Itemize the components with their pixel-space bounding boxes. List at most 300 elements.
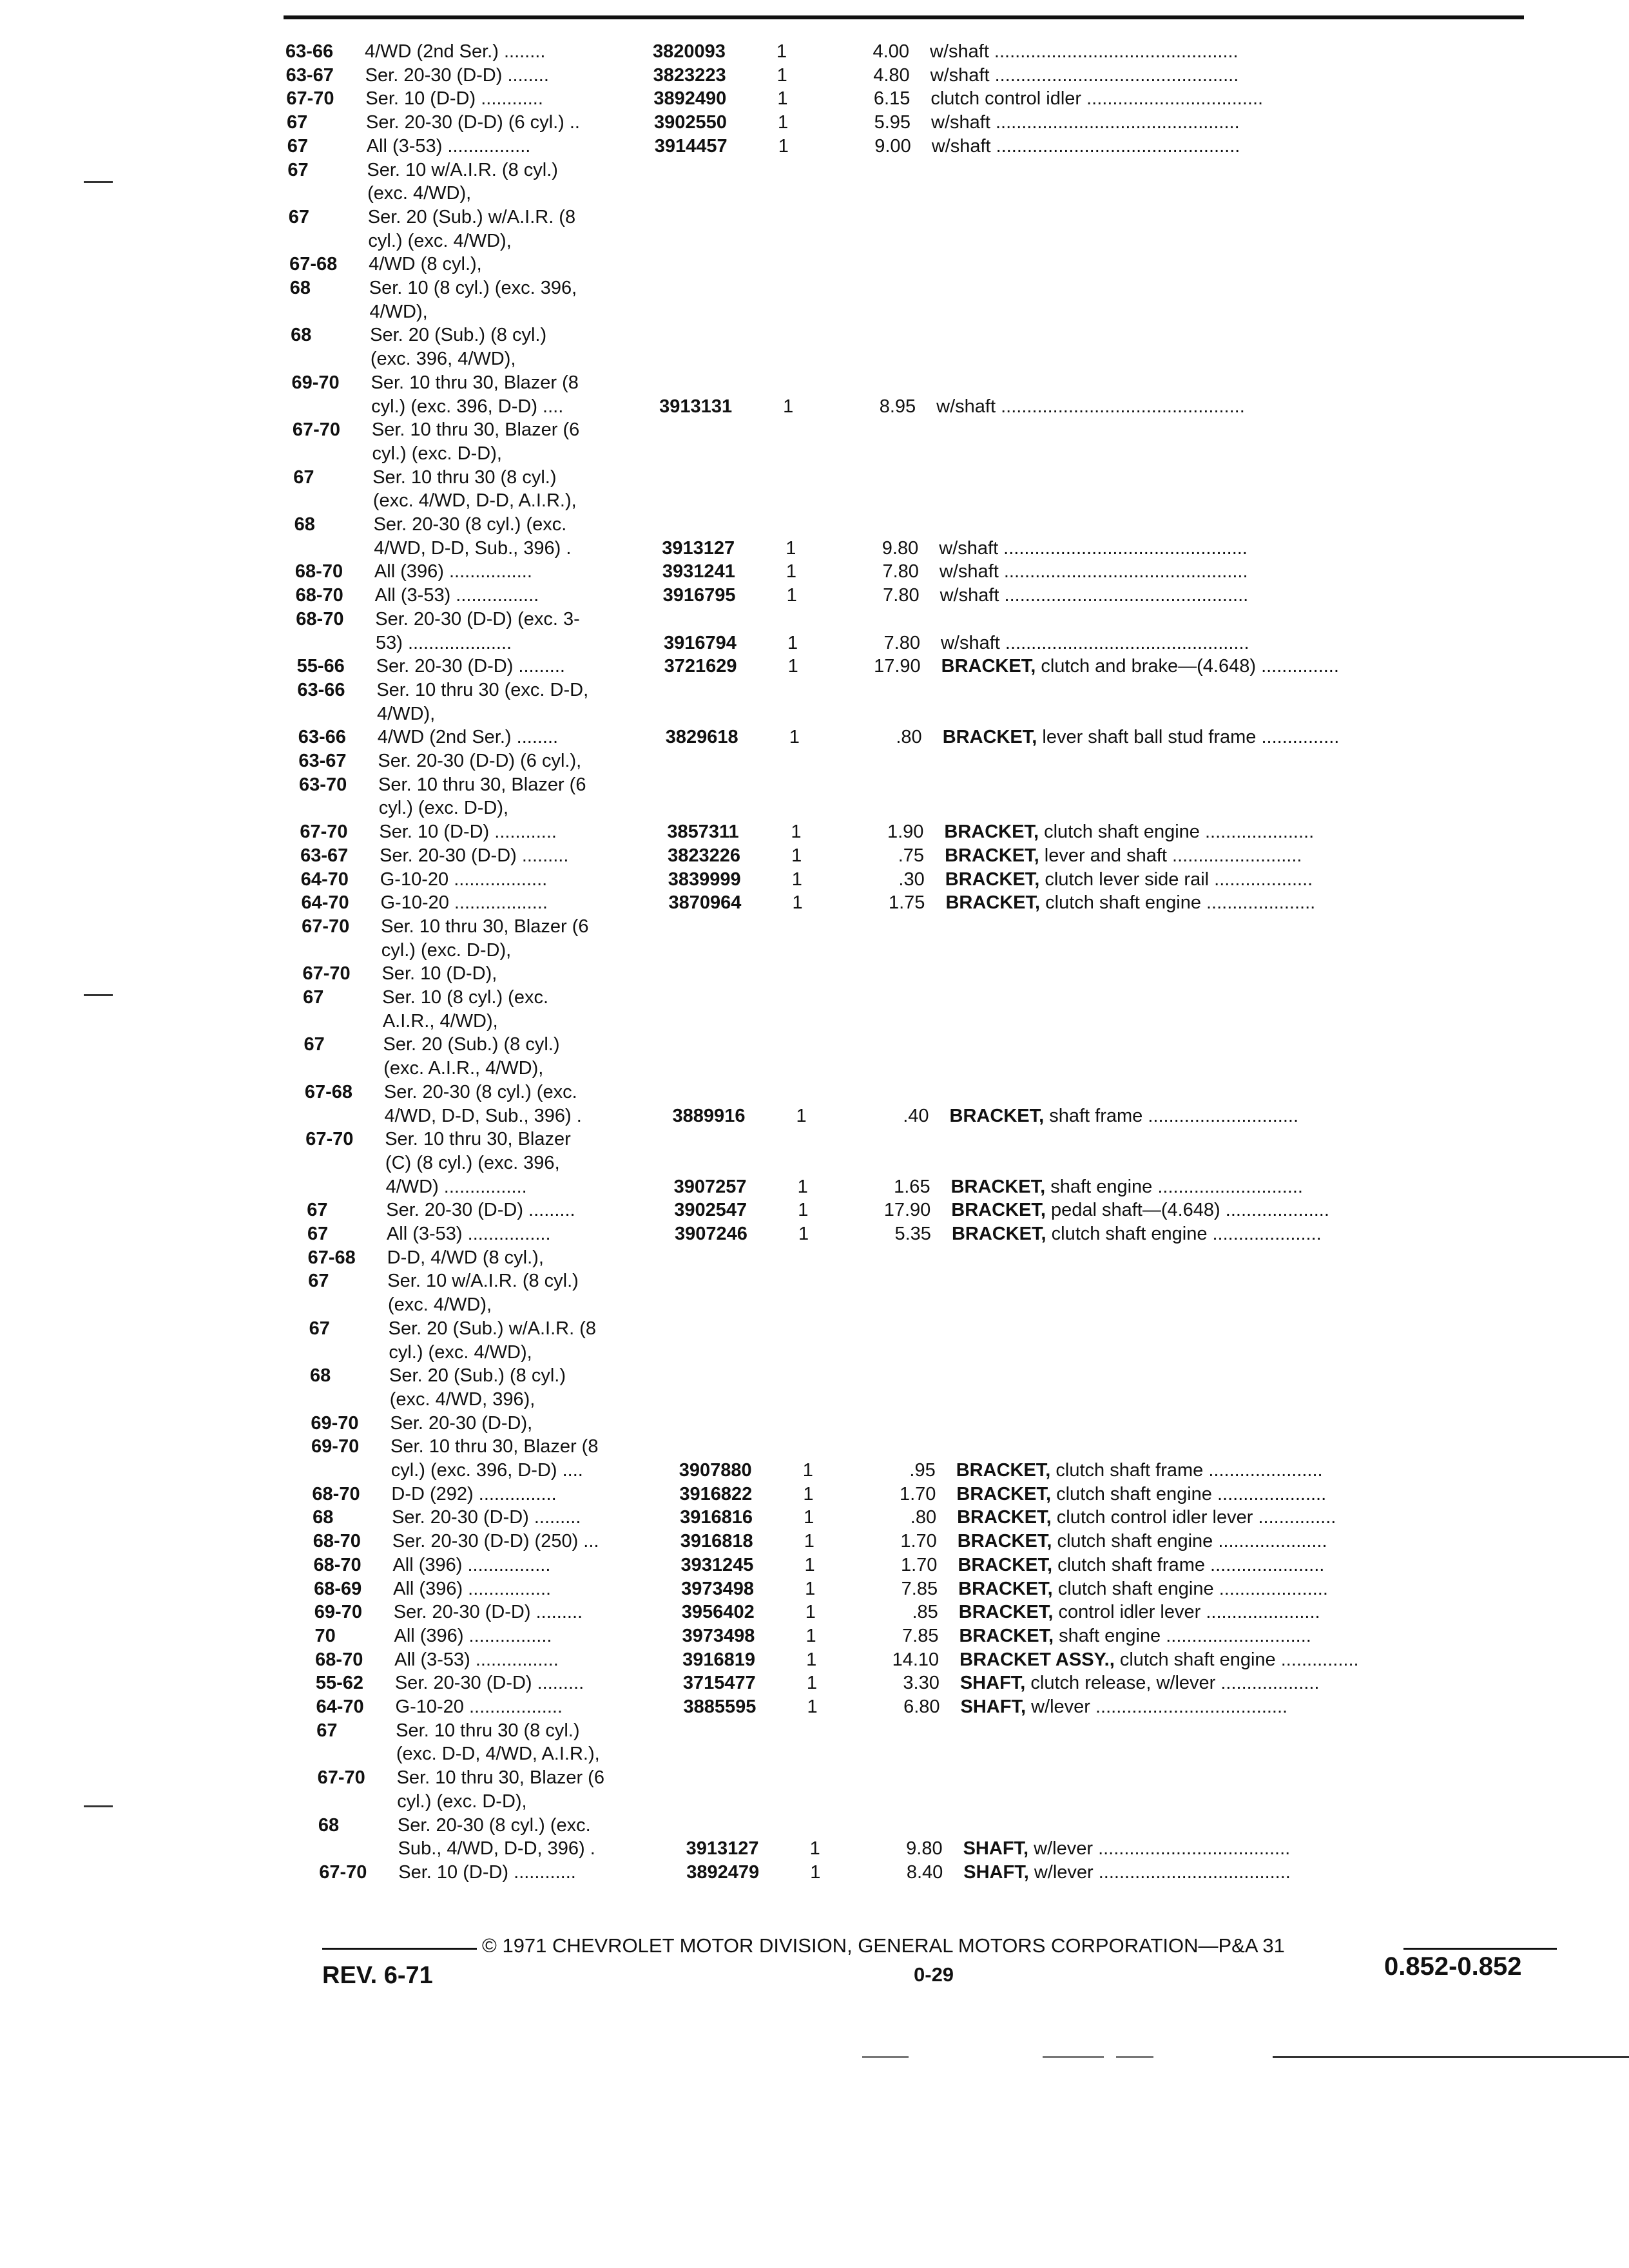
description-cell bbox=[963, 1861, 1291, 1884]
table-row bbox=[313, 1506, 1601, 1529]
table-row bbox=[301, 891, 1590, 914]
part-number-cell: 3916819 bbox=[682, 1649, 756, 1670]
description-cell bbox=[961, 1695, 1288, 1718]
table-row bbox=[293, 418, 1581, 441]
price-cell: 9.00 bbox=[874, 135, 911, 157]
year-cell: 67-70 bbox=[305, 1129, 354, 1150]
year-cell: 63-66 bbox=[285, 41, 334, 62]
part-number-cell: 3823223 bbox=[653, 64, 726, 86]
description-text: clutch shaft engine ..................... bbox=[1052, 1531, 1327, 1552]
part-number-cell: 3913131 bbox=[659, 396, 733, 417]
model-cell: Ser. 20-30 (D-D) (6 cyl.), bbox=[378, 751, 582, 771]
table-row bbox=[318, 1766, 1606, 1789]
description-cell bbox=[930, 64, 1239, 87]
model-cell: Ser. 10 thru 30 (exc. D-D, bbox=[376, 679, 589, 700]
model-cell: Ser. 20 (Sub.) w/A.I.R. (8 bbox=[367, 206, 576, 227]
table-row bbox=[291, 323, 1579, 347]
part-number-cell: 3857311 bbox=[667, 822, 739, 843]
table-row bbox=[303, 986, 1592, 1009]
model-cell: Ser. 10 (8 cyl.) (exc. 396, bbox=[369, 278, 577, 298]
table-row bbox=[311, 1412, 1599, 1435]
model-cell: 4/WD), bbox=[377, 703, 436, 724]
description-text: clutch control idler lever ............... bbox=[1051, 1507, 1336, 1528]
quantity-cell: 1 bbox=[783, 396, 794, 417]
part-number-cell: 3913127 bbox=[686, 1838, 759, 1860]
table-row bbox=[297, 678, 1586, 702]
model-cell: D-D (292) ............... bbox=[391, 1483, 557, 1504]
quantity-cell: 1 bbox=[777, 88, 788, 110]
table-row bbox=[318, 1814, 1607, 1837]
year-cell: 67-68 bbox=[304, 1081, 353, 1102]
description-keyword: BRACKET, bbox=[958, 1602, 1054, 1623]
model-cell: Ser. 20 (Sub.) (8 cyl.) bbox=[370, 325, 547, 346]
part-number-cell: 3839999 bbox=[668, 869, 741, 890]
year-cell: 67-70 bbox=[302, 963, 351, 985]
table-row bbox=[312, 1483, 1601, 1506]
table-row bbox=[296, 631, 1585, 655]
table-row bbox=[304, 1010, 1592, 1033]
model-cell: cyl.) (exc. 396, D-D) .... bbox=[371, 396, 564, 417]
description-cell bbox=[945, 868, 1313, 891]
model-cell: G-10-20 .................. bbox=[395, 1696, 563, 1717]
table-row bbox=[287, 159, 1576, 182]
price-cell: 1.70 bbox=[900, 1554, 938, 1575]
price-cell: 7.80 bbox=[883, 632, 920, 653]
quantity-cell: 1 bbox=[806, 1649, 817, 1670]
price-cell: 7.80 bbox=[883, 585, 920, 606]
quantity-cell: 1 bbox=[776, 41, 787, 62]
description-keyword: BRACKET, bbox=[958, 1578, 1053, 1599]
model-cell: G-10-20 .................. bbox=[380, 869, 548, 890]
quantity-cell: 1 bbox=[796, 1105, 807, 1126]
model-cell: Ser. 10 (D-D) ............ bbox=[365, 88, 543, 110]
year-cell: 68-70 bbox=[296, 608, 344, 629]
description-cell bbox=[940, 560, 1248, 583]
quantity-cell: 1 bbox=[798, 1224, 809, 1244]
part-number-cell: 3916794 bbox=[663, 632, 737, 653]
quantity-cell: 1 bbox=[786, 561, 797, 582]
description-text: clutch shaft engine ..................... bbox=[1046, 1224, 1322, 1244]
description-text: lever shaft ball stud frame ............... bbox=[1037, 727, 1340, 748]
description-text: w/lever ..................................... bbox=[1028, 1838, 1291, 1860]
model-cell: Ser. 20 (Sub.) (8 cyl.) bbox=[383, 1034, 560, 1055]
table-row bbox=[305, 1104, 1594, 1128]
part-number-cell: 3916816 bbox=[680, 1507, 753, 1528]
model-cell: All (3-53) ................ bbox=[394, 1649, 559, 1670]
model-cell: Ser. 10 (D-D), bbox=[381, 963, 497, 985]
model-cell: 4/WD (2nd Ser.) ........ bbox=[377, 727, 559, 748]
year-cell: 67 bbox=[293, 466, 314, 488]
part-number-cell: 3913127 bbox=[662, 537, 735, 559]
table-row bbox=[310, 1364, 1599, 1387]
page-code: 0.852-0.852 bbox=[1384, 1952, 1522, 1981]
year-cell: 67-70 bbox=[302, 916, 350, 937]
year-cell: 63-67 bbox=[298, 751, 347, 771]
model-cell: Ser. 10 thru 30, Blazer (6 bbox=[381, 916, 589, 937]
model-cell: Ser. 10 thru 30, Blazer bbox=[385, 1129, 571, 1150]
year-cell: 67-70 bbox=[292, 419, 341, 441]
year-cell: 64-70 bbox=[316, 1696, 364, 1717]
model-cell: 4/WD (8 cyl.), bbox=[369, 254, 482, 275]
description-keyword: BRACKET, bbox=[950, 1176, 1046, 1197]
footer-copyright: © 1971 CHEVROLET MOTOR DIVISION, GENERAL MOTORS CORPORATION—P&A 31 bbox=[482, 1934, 1285, 1957]
year-cell: 68-70 bbox=[315, 1649, 363, 1670]
description-keyword: BRACKET, bbox=[951, 1200, 1046, 1221]
quantity-cell: 1 bbox=[776, 64, 787, 86]
year-cell: 68-70 bbox=[313, 1531, 361, 1552]
description-text: clutch release, w/lever ................... bbox=[1025, 1673, 1320, 1694]
footer-rule-right bbox=[1403, 1948, 1557, 1950]
table-row bbox=[285, 40, 1574, 63]
year-cell: 67 bbox=[287, 159, 309, 180]
year-cell: 55-62 bbox=[315, 1673, 364, 1694]
table-row bbox=[287, 111, 1576, 134]
price-cell: .40 bbox=[903, 1105, 929, 1126]
model-cell: Ser. 20-30 (D-D) (250) ... bbox=[392, 1531, 599, 1552]
description-cell bbox=[941, 631, 1249, 655]
year-cell: 63-66 bbox=[298, 727, 346, 748]
year-cell: 68 bbox=[313, 1507, 334, 1528]
price-cell: .95 bbox=[909, 1460, 936, 1481]
description-text: shaft engine ............................ bbox=[1054, 1625, 1311, 1646]
table-row bbox=[302, 939, 1591, 962]
description-cell bbox=[958, 1553, 1324, 1577]
description-cell bbox=[956, 1459, 1323, 1482]
description-cell bbox=[959, 1648, 1358, 1671]
model-cell: All (3-53) ................ bbox=[366, 135, 531, 157]
quantity-cell: 1 bbox=[809, 1838, 820, 1860]
model-cell: Ser. 20-30 (D-D), bbox=[390, 1412, 533, 1434]
description-text: control idler lever ...................... bbox=[1053, 1602, 1320, 1623]
description-keyword: BRACKET, bbox=[942, 727, 1037, 748]
model-cell: 4/WD), bbox=[369, 301, 428, 322]
table-row bbox=[289, 253, 1578, 276]
table-row bbox=[289, 229, 1577, 253]
year-cell: 63-67 bbox=[285, 64, 334, 86]
year-cell: 67-70 bbox=[319, 1861, 367, 1883]
model-cell: Ser. 20-30 (8 cyl.) (exc. bbox=[383, 1081, 577, 1102]
description-text: clutch shaft engine ..................... bbox=[1039, 822, 1315, 843]
description-keyword: SHAFT, bbox=[963, 1838, 1029, 1860]
margin-tick bbox=[84, 994, 113, 996]
year-cell: 68 bbox=[294, 514, 315, 535]
price-cell: 6.15 bbox=[873, 88, 911, 110]
part-number-cell: 3956402 bbox=[681, 1602, 755, 1623]
description-text: clutch lever side rail ................... bbox=[1039, 869, 1313, 890]
price-cell: 17.90 bbox=[874, 656, 921, 677]
model-cell: (exc. 4/WD), bbox=[367, 183, 472, 204]
table-row bbox=[292, 371, 1581, 394]
description-keyword: BRACKET, bbox=[956, 1460, 1051, 1481]
quantity-cell: 1 bbox=[778, 135, 789, 157]
model-cell: Ser. 20-30 (8 cyl.) (exc. bbox=[397, 1814, 591, 1836]
year-cell: 68 bbox=[289, 278, 311, 298]
description-text: clutch control idler .................................. bbox=[930, 88, 1264, 110]
year-cell: 69-70 bbox=[314, 1602, 362, 1623]
table-row bbox=[307, 1175, 1595, 1198]
table-row bbox=[309, 1293, 1597, 1316]
year-cell: 67 bbox=[287, 112, 308, 133]
table-row bbox=[311, 1388, 1599, 1411]
table-row bbox=[298, 702, 1586, 726]
model-cell: D-D, 4/WD (8 cyl.), bbox=[387, 1247, 544, 1268]
description-keyword: BRACKET, bbox=[951, 1224, 1046, 1244]
table-row bbox=[295, 560, 1584, 583]
model-cell: G-10-20 .................. bbox=[380, 892, 548, 914]
model-cell: Ser. 10 thru 30, Blazer (6 bbox=[371, 419, 580, 441]
description-cell bbox=[945, 844, 1302, 867]
year-cell: 67 bbox=[304, 1034, 325, 1055]
price-cell: 1.70 bbox=[900, 1531, 937, 1552]
table-row bbox=[286, 64, 1575, 87]
year-cell: 67 bbox=[288, 206, 310, 227]
part-number-cell: 3829618 bbox=[665, 727, 738, 748]
quantity-cell: 1 bbox=[791, 869, 802, 890]
year-cell: 67-70 bbox=[286, 88, 334, 110]
table-row bbox=[300, 796, 1588, 820]
quantity-cell: 1 bbox=[807, 1696, 818, 1717]
description-cell bbox=[940, 584, 1249, 607]
table-row bbox=[307, 1198, 1595, 1222]
description-cell bbox=[952, 1222, 1322, 1245]
table-row bbox=[294, 537, 1583, 560]
price-cell: 8.95 bbox=[879, 396, 916, 417]
table-row bbox=[313, 1530, 1602, 1553]
model-cell: All (396) ................ bbox=[393, 1578, 552, 1599]
table-row bbox=[302, 915, 1590, 938]
price-cell: 14.10 bbox=[892, 1649, 940, 1670]
table-row bbox=[300, 820, 1588, 843]
model-cell: cyl.) (exc. 396, D-D) .... bbox=[390, 1460, 583, 1481]
year-cell: 67-68 bbox=[307, 1247, 356, 1268]
part-number-cell: 3907257 bbox=[673, 1176, 747, 1197]
description-cell bbox=[951, 1198, 1329, 1222]
year-cell: 63-66 bbox=[297, 679, 345, 700]
quantity-cell: 1 bbox=[787, 632, 798, 653]
year-cell: 67 bbox=[307, 1200, 328, 1221]
model-cell: A.I.R., 4/WD), bbox=[382, 1010, 498, 1032]
price-cell: 7.80 bbox=[882, 561, 919, 582]
description-text: w/lever ..................................... bbox=[1028, 1861, 1291, 1883]
top-rule bbox=[284, 15, 1524, 19]
table-row bbox=[317, 1742, 1606, 1765]
table-row bbox=[314, 1600, 1603, 1624]
table-row bbox=[308, 1246, 1597, 1269]
description-text: w/shaft ............................................... bbox=[930, 41, 1239, 62]
price-cell: .75 bbox=[898, 845, 925, 866]
year-cell: 67-70 bbox=[300, 822, 348, 843]
model-cell: 4/WD) ................ bbox=[385, 1176, 527, 1197]
model-cell: All (396) ................ bbox=[374, 561, 532, 582]
description-keyword: BRACKET, bbox=[945, 845, 1039, 866]
table-row bbox=[308, 1269, 1597, 1293]
quantity-cell: 1 bbox=[805, 1625, 816, 1646]
quantity-cell: 1 bbox=[806, 1673, 817, 1694]
price-cell: .80 bbox=[896, 727, 922, 748]
model-cell: Ser. 20-30 (D-D) ......... bbox=[392, 1507, 581, 1528]
description-keyword: BRACKET, bbox=[958, 1554, 1053, 1575]
description-text: shaft frame ............................. bbox=[1044, 1105, 1298, 1126]
quantity-cell: 1 bbox=[789, 727, 800, 748]
part-number-cell: 3931241 bbox=[662, 561, 735, 582]
model-cell: (exc. 4/WD, 396), bbox=[389, 1389, 535, 1410]
model-cell: Ser. 20-30 (D-D) ......... bbox=[380, 845, 569, 866]
part-number-cell: 3892490 bbox=[653, 88, 727, 110]
quantity-cell: 1 bbox=[810, 1861, 821, 1883]
part-number-cell: 3892479 bbox=[686, 1861, 760, 1883]
table-row bbox=[319, 1861, 1608, 1884]
description-text: clutch shaft engine ..................... bbox=[1051, 1483, 1327, 1504]
model-cell: cyl.) (exc. 4/WD), bbox=[389, 1341, 532, 1363]
part-number-cell: 3916818 bbox=[680, 1531, 753, 1552]
table-row bbox=[294, 489, 1583, 512]
quantity-cell: 1 bbox=[791, 845, 802, 866]
table-row bbox=[304, 1057, 1593, 1080]
description-keyword: BRACKET, bbox=[945, 892, 1041, 914]
description-text: clutch and brake—(4.648) ............... bbox=[1036, 656, 1339, 677]
model-cell: All (3-53) ................ bbox=[386, 1224, 551, 1244]
margin-tick bbox=[84, 1805, 113, 1807]
table-row bbox=[315, 1648, 1604, 1671]
scan-mark bbox=[1116, 2056, 1153, 2058]
model-cell: Ser. 20-30 (8 cyl.) (exc. bbox=[373, 514, 567, 535]
table-row bbox=[288, 182, 1577, 205]
year-cell: 69-70 bbox=[311, 1436, 360, 1457]
table-row bbox=[309, 1341, 1598, 1364]
model-cell: (exc. 4/WD, D-D, A.I.R.), bbox=[372, 490, 577, 512]
model-cell: (exc. 4/WD), bbox=[387, 1294, 492, 1316]
year-cell: 68-70 bbox=[313, 1554, 361, 1575]
table-row bbox=[293, 442, 1582, 465]
year-cell: 67-70 bbox=[317, 1767, 365, 1789]
table-row bbox=[287, 135, 1576, 158]
description-text: clutch shaft engine ..................... bbox=[1052, 1578, 1328, 1599]
description-text: lever and shaft ......................... bbox=[1039, 845, 1302, 866]
model-cell: Ser. 20-30 (D-D) ......... bbox=[376, 656, 565, 677]
description-text: w/shaft ............................................... bbox=[931, 112, 1240, 133]
price-cell: 9.80 bbox=[882, 537, 919, 559]
description-keyword: BRACKET, bbox=[956, 1483, 1052, 1504]
year-cell: 63-67 bbox=[300, 845, 349, 866]
part-number-cell: 3973498 bbox=[682, 1625, 755, 1646]
table-row bbox=[300, 844, 1589, 867]
description-keyword: BRACKET, bbox=[957, 1507, 1052, 1528]
price-cell: .85 bbox=[912, 1602, 938, 1623]
part-number-cell: 3931245 bbox=[680, 1554, 754, 1575]
model-cell: Ser. 20 (Sub.) w/A.I.R. (8 bbox=[388, 1318, 596, 1339]
year-cell: 68-70 bbox=[295, 585, 343, 606]
quantity-cell: 1 bbox=[804, 1554, 815, 1575]
price-cell: 4.00 bbox=[872, 41, 909, 62]
description-keyword: BRACKET ASSY., bbox=[959, 1649, 1115, 1670]
description-cell bbox=[950, 1104, 1298, 1128]
page-number: 0-29 bbox=[914, 1963, 954, 1986]
part-number-cell: 3721629 bbox=[664, 656, 737, 677]
model-cell: (exc. A.I.R., 4/WD), bbox=[383, 1058, 544, 1079]
year-cell: 69-70 bbox=[291, 372, 340, 393]
year-cell: 68 bbox=[318, 1814, 340, 1836]
description-text: w/shaft ............................................... bbox=[936, 396, 1245, 417]
model-cell: cyl.) (exc. D-D), bbox=[372, 443, 502, 464]
price-cell: 7.85 bbox=[902, 1625, 939, 1646]
price-cell: 1.70 bbox=[899, 1483, 936, 1504]
description-cell bbox=[932, 135, 1240, 158]
table-row bbox=[305, 1128, 1594, 1151]
year-cell: 64-70 bbox=[301, 892, 349, 914]
table-row bbox=[290, 300, 1579, 323]
model-cell: (exc. 396, 4/WD), bbox=[370, 349, 516, 370]
description-cell bbox=[959, 1624, 1311, 1648]
year-cell: 55-66 bbox=[296, 656, 345, 677]
model-cell: Ser. 20-30 (D-D) ......... bbox=[393, 1602, 583, 1623]
table-row bbox=[316, 1695, 1605, 1718]
description-keyword: SHAFT, bbox=[963, 1861, 1029, 1883]
scan-mark bbox=[862, 2056, 909, 2058]
quantity-cell: 1 bbox=[792, 892, 803, 914]
description-keyword: SHAFT, bbox=[959, 1673, 1026, 1694]
model-cell: Ser. 10 thru 30 (8 cyl.) bbox=[396, 1720, 580, 1741]
model-cell: Ser. 20-30 (D-D) (6 cyl.) .. bbox=[366, 112, 580, 133]
part-number-cell: 3907880 bbox=[679, 1460, 752, 1481]
description-cell bbox=[956, 1483, 1326, 1506]
price-cell: 6.80 bbox=[903, 1696, 940, 1717]
description-keyword: BRACKET, bbox=[959, 1625, 1054, 1646]
model-cell: All (396) ................ bbox=[392, 1554, 551, 1575]
description-cell bbox=[959, 1600, 1320, 1624]
quantity-cell: 1 bbox=[804, 1531, 815, 1552]
price-cell: .80 bbox=[910, 1507, 937, 1528]
price-cell: 17.90 bbox=[883, 1200, 931, 1221]
description-text: w/shaft ............................................... bbox=[930, 64, 1239, 86]
year-cell: 69-70 bbox=[311, 1412, 359, 1434]
part-number-cell: 3902547 bbox=[674, 1200, 747, 1221]
quantity-cell: 1 bbox=[786, 585, 797, 606]
description-keyword: BRACKET, bbox=[949, 1105, 1045, 1126]
table-row bbox=[314, 1624, 1603, 1648]
description-keyword: SHAFT, bbox=[960, 1696, 1027, 1717]
table-row bbox=[286, 87, 1575, 110]
table-row bbox=[316, 1671, 1605, 1695]
model-cell: Ser. 10 thru 30, Blazer (8 bbox=[390, 1436, 599, 1457]
model-cell: All (3-53) ................ bbox=[374, 585, 539, 606]
description-cell bbox=[958, 1577, 1328, 1600]
model-cell: Ser. 10 w/A.I.R. (8 cyl.) bbox=[387, 1271, 579, 1292]
price-cell: 4.80 bbox=[873, 64, 910, 86]
price-cell: 9.80 bbox=[906, 1838, 943, 1860]
description-text: w/shaft ............................................... bbox=[939, 537, 1248, 559]
description-cell bbox=[936, 395, 1245, 418]
price-cell: 5.95 bbox=[874, 112, 911, 133]
description-keyword: BRACKET, bbox=[945, 869, 1040, 890]
price-cell: 3.30 bbox=[903, 1673, 940, 1694]
year-cell: 68-69 bbox=[314, 1578, 362, 1599]
table-row bbox=[290, 276, 1579, 300]
description-text: w/shaft ............................................... bbox=[940, 585, 1249, 606]
description-text: w/lever ..................................... bbox=[1026, 1696, 1288, 1717]
description-keyword: BRACKET, bbox=[944, 822, 1039, 843]
description-cell bbox=[944, 820, 1314, 843]
description-text: clutch shaft frame ...................... bbox=[1052, 1554, 1325, 1575]
description-cell bbox=[941, 655, 1339, 678]
description-keyword: BRACKET, bbox=[941, 656, 1036, 677]
margin-tick bbox=[84, 181, 113, 183]
part-number-cell: 3914457 bbox=[654, 135, 728, 157]
table-row bbox=[312, 1459, 1601, 1482]
price-cell: 1.75 bbox=[888, 892, 925, 914]
model-cell: Ser. 20 (Sub.) (8 cyl.) bbox=[389, 1365, 566, 1387]
price-cell: 1.65 bbox=[894, 1176, 930, 1197]
scan-mark bbox=[1043, 2056, 1104, 2058]
